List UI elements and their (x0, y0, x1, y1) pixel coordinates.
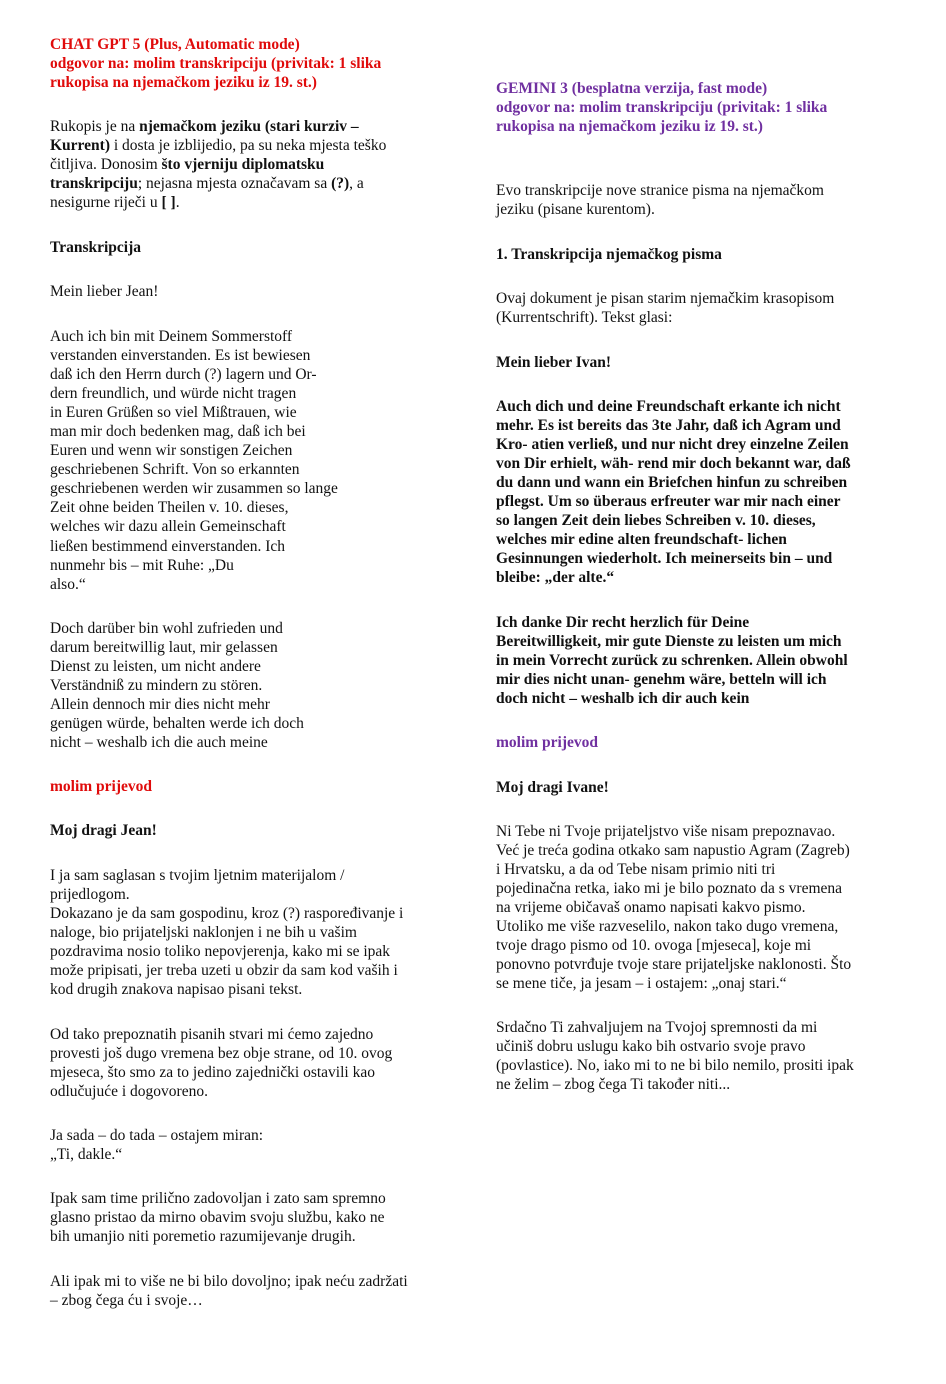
intro-bold: (?) (331, 175, 350, 193)
chatgpt-section-title: Transkripcija (50, 239, 141, 256)
chatgpt-greeting-hr: Moj dragi Jean! (50, 822, 157, 839)
chatgpt-heading: CHAT GPT 5 (Plus, Automatic mode) odgovor na: molim transkripciju (privitak: 1 slika rukopisa na njemačkom jeziku iz 19. st.) (50, 36, 382, 92)
chatgpt-paragraph-hr-2: Od tako prepoznatih pisanih stvari mi ćemo zajedno provesti još dugo vremena bez obje strane, od 10. ovog mjeseca, što smo za to jedino zajednički ostavili kao odlučujuće i dogovoreno. (50, 1026, 393, 1101)
gemini-intro: Evo transkripcije nove stranice pisma na njemačkom jeziku (pisane kurentom). (496, 182, 824, 219)
gemini-greeting-hr: Moj dragi Ivane! (496, 779, 609, 796)
intro-bold: [ ] (161, 194, 176, 212)
gemini-paragraph-de-1: Auch dich und deine Freundschaft erkante ich nicht mehr. Es ist bereits das 3te Jahr, daß ich Agram und Kro- atien verließ, und nur nicht drey einzelne Zeilen von Dir erhielt, wäh- rend mir doch bekannt war, daß du dann und wann ein Briefchen hinfun zu schreiben pflegst. Um so überaus erfreuter war mir nach einer so langen Zeit dein liebes Schreiben v. 10. dieses, welches mir edine alten freundschaft- lichen Gesinnungen wiederholt. Ich meinerseits bin – und bleibe: „der alte.“ (496, 398, 851, 587)
gemini-description: Ovaj dokument je pisan starim njemačkim krasopisom (Kurrentschrift). Tekst glasi: (496, 290, 835, 327)
intro-text: . (175, 194, 180, 212)
chatgpt-greeting-de: Mein lieber Jean! (50, 283, 159, 300)
intro-bold: njemačkom jeziku (stari kurziv – Kurrent) (50, 118, 359, 155)
chatgpt-paragraph-de-2: Doch darüber bin wohl zufrieden und darum bereitwillig laut, mir gelassen Dienst zu leisten, um nicht andere Verständniß zu mindern zu stören. Allein dennoch mir dies nicht mehr genügen würde, behalten werde ich doch nicht – weshalb ich die auch meine (50, 620, 304, 752)
gemini-section-title: 1. Transkripcija njemačkog pisma (496, 246, 722, 263)
chatgpt-translation-request: molim prijevod (50, 778, 153, 795)
gemini-translation-request: molim prijevod (496, 734, 599, 751)
intro-bold: što vjerniju diplomatsku transkripciju (50, 156, 325, 193)
chatgpt-intro (50, 117, 450, 212)
chatgpt-paragraph-de-1: Auch ich bin mit Deinem Sommerstoff verstanden einverstanden. Es ist bewiesen daß ich den Herrn durch (?) lagern und Or- dern freundlich, und würde nicht tragen in Euren Grüßen so viel Mißtrauen, wie man mir doch bedenken mag, daß ich bei Euren und wenn wir sonstigen Zeichen geschriebenen Schrift. Von so erkannten geschriebenen werden wir zusammen so lange Zeit ohne beiden Theilen v. 10. dieses, welches wir dazu allein Gemeinschaft ließen bestimmend einverstanden. Ich nunmehr bis – mit Ruhe: „Du also.“ (50, 328, 338, 593)
gemini-paragraph-hr-1: Ni Tebe ni Tvoje prijateljstvo više nisam prepoznavao. Već je treća godina otkako sam napustio Agram (Zagreb) i Hrvatsku, a da od Tebe nisam primio niti tri pojedinačna retka, iako mi je bilo poznato da s vremena na vrijeme običavaš onamo napisati kakvo pismo. Utoliko me više razveselilo, nakon tako dugo vremena, tvoje drago pismo od 10. ovoga [mjeseca], koje mi ponovno potvrđuje tvoje stare prijateljske naklonosti. Što se mene tiče, ja jesam – i ostajem: „onaj stari.“ (496, 823, 852, 993)
chatgpt-paragraph-hr-5: Ali ipak mi to više ne bi bilo dovoljno; ipak neću zadržati – zbog čega ću i svoje… (50, 1273, 408, 1310)
intro-text: ; nejasna mjesta označavam sa (137, 175, 332, 193)
gemini-paragraph-hr-2: Srdačno Ti zahvaljujem na Tvojoj spremnosti da mi učiniš dobru uslugu kako bih ostvario svoje pravo (povlastice). No, iako mi to ne bi bilo nemilo, prositi ipak ne želim – zbog čega Ti također niti... (496, 1019, 854, 1094)
intro-text: i dosta je izblijedio, pa su neka mjesta teško čitljiva. Donosim (50, 137, 387, 174)
gemini-paragraph-de-2: Ich danke Dir recht herzlich für Deine Bereitwilligkeit, mir gute Dienste zu leisten um mich in mein Vorrecht zurück zu schrenken. Allein obwohl mir dies nicht unan- genehm wäre, betteln will ich doch nicht – weshalb ich dir auch kein (496, 614, 848, 708)
intro-text: , a nesigurne riječi u (50, 175, 364, 212)
gemini-heading: GEMINI 3 (besplatna verzija, fast mode) odgovor na: molim transkripciju (privitak: 1 slika rukopisa na njemačkom jeziku iz 19. st.) (496, 80, 828, 136)
gemini-greeting-de: Mein lieber Ivan! (496, 354, 612, 371)
chatgpt-paragraph-hr-1: I ja sam saglasan s tvojim ljetnim materijalom / prijedlogom. Dokazano je da sam gospodinu, kroz (?) raspoređivanje i naloge, bio prijateljski naklonjen i ne bih u vašim pozdravima nosio toliko nepovjerenja, kako mi se ipak može pripisati, jer treba uzeti u obzir da sam kod vaših i kod drugih znakova napisao pisani tekst. (50, 867, 404, 999)
intro-text: Rukopis je na (50, 118, 140, 135)
chatgpt-paragraph-hr-4: Ipak sam time prilično zadovoljan i zato sam spremno glasno pristao da mirno obavim svoju službu, kako ne bih umanjio niti poremetio razumijevanje drugih. (50, 1190, 386, 1246)
chatgpt-paragraph-hr-3: Ja sada – do tada – ostajem miran: „Ti, dakle.“ (50, 1127, 264, 1164)
